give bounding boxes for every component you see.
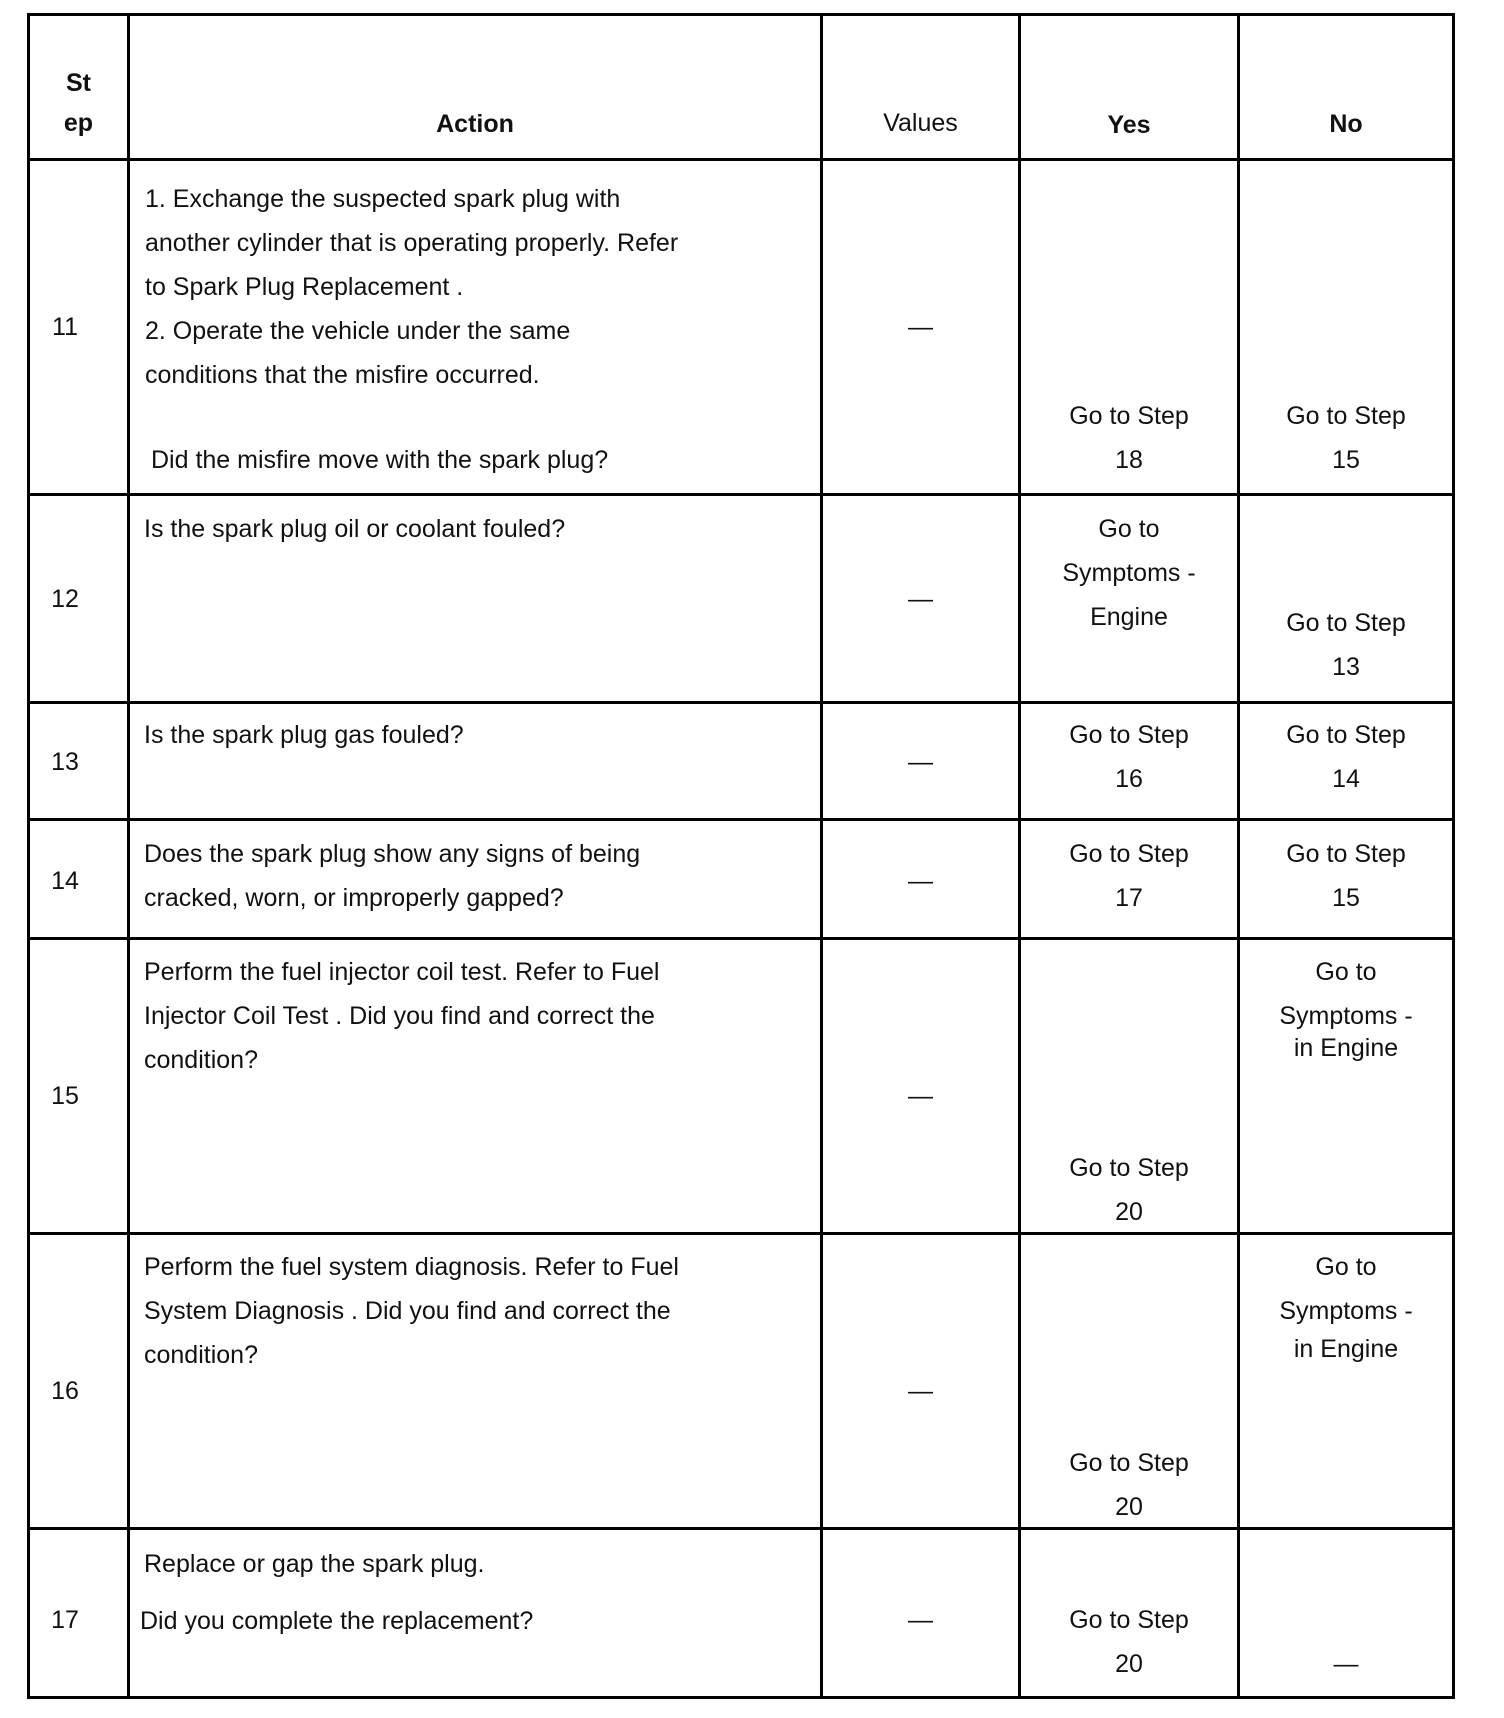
no-link[interactable]	[1240, 713, 1452, 801]
yes-link-line: Go to Step	[1069, 1606, 1189, 1634]
header-no: No	[1329, 110, 1363, 138]
step-number: 17	[51, 1606, 79, 1634]
no-link-line: Go to Step	[1286, 402, 1406, 430]
action-text: conditions that the misfire occurred.	[145, 361, 540, 389]
no-link-line: Go to Step	[1286, 721, 1406, 749]
action-question: Did the misfire move with the spark plug?	[151, 446, 609, 474]
yes-link[interactable]	[1021, 713, 1237, 801]
yes-link-line: Go to Step	[1069, 840, 1189, 868]
row-divider-16	[27, 1527, 1455, 1530]
no-link-line: 14	[1332, 765, 1360, 793]
diagnostic-table	[27, 13, 1455, 1699]
no-cell: —	[1333, 1650, 1359, 1678]
values-cell: —	[908, 867, 933, 895]
action-text: 2. Operate the vehicle under the same	[145, 317, 571, 345]
table-border-bottom	[27, 1696, 1455, 1699]
action-text: Perform the fuel system diagnosis. Refer to Fuel	[144, 1253, 679, 1281]
header-divider	[27, 158, 1455, 161]
row-divider-13	[27, 818, 1455, 821]
values-cell: —	[908, 748, 933, 776]
header-values: Values	[883, 109, 958, 137]
yes-link[interactable]	[1021, 832, 1237, 920]
table-border-left	[27, 13, 30, 1699]
no-link-line: Go to Step	[1286, 840, 1406, 868]
no-link-line: Go to	[1315, 1253, 1377, 1281]
no-link-line: Go to Step	[1286, 609, 1406, 637]
yes-link-line: Go to Step	[1069, 1154, 1189, 1182]
yes-link[interactable]	[1021, 1146, 1237, 1234]
header-step	[30, 63, 127, 143]
yes-link-line: 16	[1115, 765, 1143, 793]
yes-link-line: Go to Step	[1069, 721, 1189, 749]
action-text: Is the spark plug oil or coolant fouled?	[144, 515, 566, 543]
no-link-line: Go to	[1315, 958, 1377, 986]
yes-link-line: 17	[1115, 884, 1143, 912]
yes-link-line: 18	[1115, 446, 1143, 474]
values-cell: —	[908, 1377, 933, 1405]
header-yes: Yes	[1107, 111, 1151, 139]
yes-link-line: Go to	[1098, 515, 1160, 543]
action-text: Is the spark plug gas fouled?	[144, 721, 464, 749]
no-link[interactable]	[1240, 394, 1452, 482]
yes-link[interactable]	[1021, 1598, 1237, 1686]
action-question: Did you complete the replacement?	[140, 1607, 534, 1635]
yes-link-line: 20	[1115, 1198, 1143, 1226]
values-cell: —	[908, 1606, 933, 1634]
no-link-line: Symptoms -	[1279, 1297, 1413, 1325]
table-border-right	[1452, 13, 1455, 1699]
header-step-line2: ep	[63, 109, 94, 137]
action-text: another cylinder that is operating properly. Refer	[145, 229, 679, 257]
no-link[interactable]	[1240, 1245, 1452, 1371]
yes-link[interactable]	[1021, 394, 1237, 482]
action-text: Replace or gap the spark plug.	[144, 1550, 485, 1578]
yes-link[interactable]	[1021, 1441, 1237, 1529]
values-cell: —	[908, 585, 933, 613]
no-link-line: Symptoms -	[1279, 1002, 1413, 1030]
no-link[interactable]	[1240, 832, 1452, 920]
step-number: 16	[51, 1377, 79, 1405]
table-border-top	[27, 13, 1455, 16]
yes-link-line: Go to Step	[1069, 1449, 1189, 1477]
column-divider-action	[820, 13, 823, 1699]
action-text: Injector Coil Test . Did you find and correct the	[144, 1002, 655, 1030]
values-cell: —	[908, 313, 933, 341]
no-link[interactable]	[1240, 950, 1452, 1070]
action-text: cracked, worn, or improperly gapped?	[144, 884, 564, 912]
no-link-line: 13	[1332, 653, 1360, 681]
row-divider-14	[27, 937, 1455, 940]
no-link-line: 15	[1332, 884, 1360, 912]
header-step-line1: St	[66, 69, 91, 97]
row-divider-12	[27, 701, 1455, 704]
row-divider-11	[27, 493, 1455, 496]
action-text: Perform the fuel injector coil test. Refer to Fuel	[144, 958, 660, 986]
values-cell: —	[908, 1082, 933, 1110]
row-divider-15	[27, 1232, 1455, 1235]
yes-link[interactable]	[1021, 507, 1237, 639]
step-number: 14	[51, 867, 79, 895]
no-link[interactable]	[1240, 601, 1452, 689]
action-text: condition?	[144, 1341, 258, 1369]
no-link-line: 15	[1332, 446, 1360, 474]
action-text: Does the spark plug show any signs of being	[144, 840, 641, 868]
header-action: Action	[436, 110, 514, 138]
column-divider-step	[127, 13, 130, 1699]
yes-link-line: Go to Step	[1069, 402, 1189, 430]
action-text: to Spark Plug Replacement .	[145, 273, 464, 301]
step-number: 12	[51, 585, 79, 613]
yes-link-line: 20	[1115, 1650, 1143, 1678]
no-link-line: in Engine	[1293, 1335, 1399, 1363]
step-number: 13	[51, 748, 79, 776]
step-number: 11	[52, 313, 78, 341]
yes-link-line: Symptoms -	[1062, 559, 1196, 587]
yes-link-line: Engine	[1090, 603, 1168, 631]
action-text: System Diagnosis . Did you find and correct the	[144, 1297, 671, 1325]
action-text: condition?	[144, 1046, 258, 1074]
action-text: 1. Exchange the suspected spark plug with	[145, 185, 621, 213]
step-number: 15	[51, 1082, 79, 1110]
yes-link-line: 20	[1115, 1493, 1143, 1521]
no-link-line: in Engine	[1293, 1034, 1399, 1062]
